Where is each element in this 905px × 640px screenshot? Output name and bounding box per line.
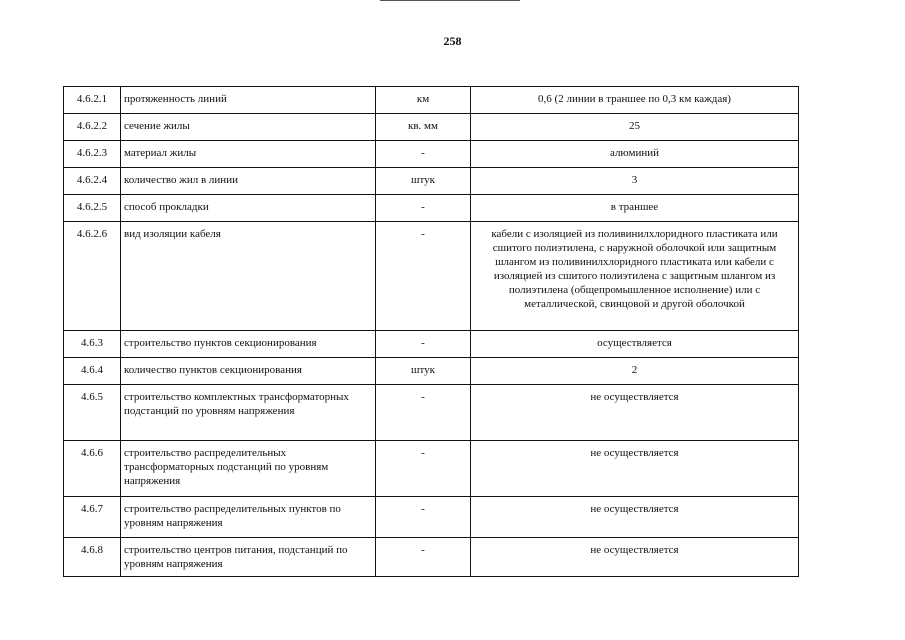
row-value: 25: [471, 114, 799, 141]
row-number: 4.6.2.3: [64, 141, 121, 168]
row-value: 0,6 (2 линии в траншее по 0,3 км каждая): [471, 87, 799, 114]
table-row: [64, 497, 799, 538]
specification-table: [63, 86, 799, 577]
row-value: осуществляется: [471, 331, 799, 358]
row-number: 4.6.5: [64, 385, 121, 441]
top-rule: [380, 0, 520, 1]
row-value: алюминий: [471, 141, 799, 168]
row-number: 4.6.7: [64, 497, 121, 538]
row-parameter: материал жилы: [121, 141, 376, 168]
row-number: 4.6.2.2: [64, 114, 121, 141]
row-number: 4.6.6: [64, 441, 121, 497]
page-number: 258: [443, 34, 462, 48]
row-parameter: количество пунктов секционирования: [121, 358, 376, 385]
row-number: 4.6.2.5: [64, 195, 121, 222]
row-parameter: строительство комплектных трансформаторных подстанций по уровням напряжения: [121, 385, 376, 441]
row-value: 2: [471, 358, 799, 385]
row-parameter: строительство пунктов секционирования: [121, 331, 376, 358]
table-row: [64, 87, 799, 114]
row-value: 3: [471, 168, 799, 195]
row-value: в траншее: [471, 195, 799, 222]
table-row: [64, 358, 799, 385]
table-row: [64, 441, 799, 497]
row-value: не осуществляется: [471, 538, 799, 577]
row-parameter: строительство распределительных пунктов по уровням напряжения: [121, 497, 376, 538]
row-value: кабели с изоляцией из поливинилхлоридного пластиката или сшитого полиэтилена, с наружной оболочкой или защитным шлангом из поливинилхлоридного пластиката или кабели с изоляцией из сшитого полиэтилена с защитным шлангом из полиэтилена (общепромышленное исполнение) или с металлической, свинцовой и другой оболочкой: [471, 222, 799, 331]
table-row: [64, 114, 799, 141]
row-parameter: способ прокладки: [121, 195, 376, 222]
table-row: [64, 195, 799, 222]
row-parameter: вид изоляции кабеля: [121, 222, 376, 331]
row-number: 4.6.2.1: [64, 87, 121, 114]
row-unit: км: [376, 87, 471, 114]
table-row: [64, 141, 799, 168]
row-parameter: сечение жилы: [121, 114, 376, 141]
row-value: не осуществляется: [471, 385, 799, 441]
specification-table-body: [64, 87, 799, 577]
row-unit: штук: [376, 358, 471, 385]
table-row: [64, 385, 799, 441]
row-number: 4.6.2.4: [64, 168, 121, 195]
row-parameter: количество жил в линии: [121, 168, 376, 195]
row-number: 4.6.3: [64, 331, 121, 358]
row-unit: -: [376, 331, 471, 358]
row-value: не осуществляется: [471, 497, 799, 538]
table-row: [64, 331, 799, 358]
row-parameter: протяженность линий: [121, 87, 376, 114]
row-parameter: строительство распределительных трансформаторных подстанций по уровням напряжения: [121, 441, 376, 497]
table-row: [64, 168, 799, 195]
row-number: 4.6.2.6: [64, 222, 121, 331]
row-unit: -: [376, 222, 471, 331]
row-unit: -: [376, 538, 471, 577]
row-unit: -: [376, 195, 471, 222]
row-unit: -: [376, 141, 471, 168]
row-number: 4.6.4: [64, 358, 121, 385]
row-unit: штук: [376, 168, 471, 195]
row-parameter: строительство центров питания, подстанций по уровням напряжения: [121, 538, 376, 577]
row-unit: -: [376, 385, 471, 441]
table-row: [64, 222, 799, 331]
row-number: 4.6.8: [64, 538, 121, 577]
row-unit: кв. мм: [376, 114, 471, 141]
table-row: [64, 538, 799, 577]
row-value: не осуществляется: [471, 441, 799, 497]
row-unit: -: [376, 497, 471, 538]
row-unit: -: [376, 441, 471, 497]
